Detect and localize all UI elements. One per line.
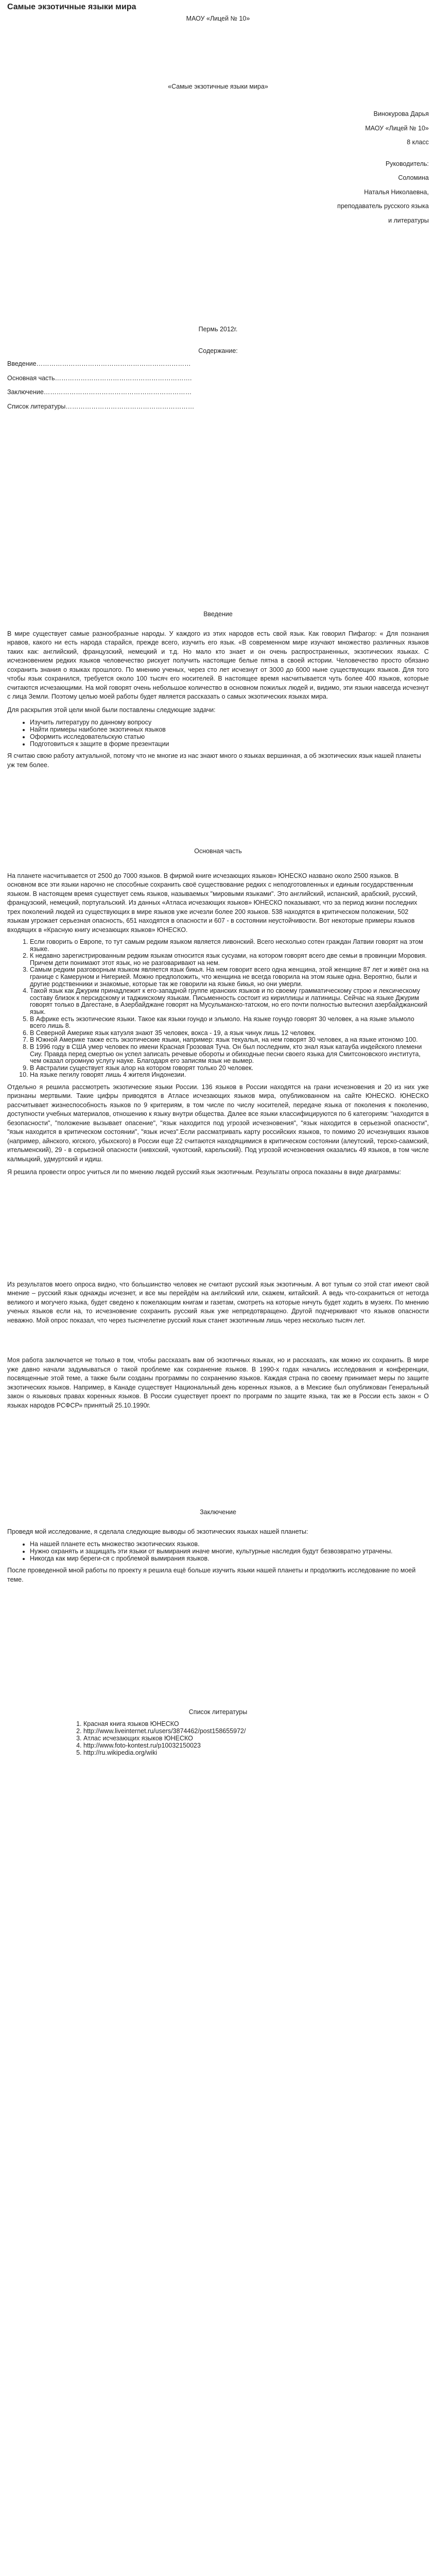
preservation-paragraph: Моя работа заключается не только в том, чтобы рассказать вам об экзотичных языках, но и рассказать, как можно их сохранить. В мире уже давно начали задумываться о такой проблеме как сохранение языков. В 1990-х годах начались исследования и конференции, посвященные этой теме, а также были созданы программы по сохранению языков. Каждая страна по своему принимает меры по защите экзотических языков. Например, в Канаде существует Национальный день коренных языков, а в Мексике был опубликован Генеральный закон о языковых правах коренных языков. В России существует проект по программ по защите языка, так же в России есть закон « О языках народов РСФСР» принятый 25.10.1990г.: [7, 1357, 429, 1409]
list-item: • Нужно охранять и защищать эти языки от вымирания иначе многие, культурные наследия будут безвозвратно утрачены.: [30, 1548, 429, 1555]
tasks-list: [7, 719, 429, 748]
author-block: [7, 110, 429, 147]
list-item: • Изучить литературу по данному вопросу: [30, 719, 429, 726]
intro-relevance: Я считаю свою работу актуальной, потому что не многие из нас знают много о языках вершинная, а об экзотических язык нашей планеты уж тем более.: [7, 752, 421, 769]
list-item: 1. Красная книга языков ЮНЕСКО: [83, 1720, 429, 1727]
facts-list: [7, 939, 429, 1079]
intro-heading: Введение: [203, 611, 233, 618]
list-item: • Найти примеры наиболее экзотичных языков: [30, 726, 429, 733]
author-grade: 8 класс: [407, 139, 429, 146]
supervisor-label: Руководитель:: [385, 160, 429, 167]
intro-tasks-lead: Для раскрытия этой цели мной были поставлены следующие задачи:: [7, 706, 216, 714]
supervisor-block: [7, 160, 429, 226]
work-title: «Самые экзотичные языки мира»: [168, 82, 268, 90]
supervisor-position: преподаватель русского языка: [337, 202, 429, 210]
list-item: • Оформить исследовательскую статью: [30, 733, 429, 740]
conclusion-paragraph: После проведенной мной работы по проекту я решила ещё больше изучить языки нашей планеты и продолжить исследование по моей теме.: [7, 1567, 416, 1583]
toc-item: Основная часть……………………………………………………….: [7, 374, 192, 382]
list-item: 8. В 1996 году в США умер человек по имени Красная Грозовая Туча. Он был последним, кто знал язык катауба индейского племени Сиу. Правда перед смертью он успел записать речевые обороты и обиходные песни своего языка для Смитсоновского института, чем оказал огромную услугу науке. Благодаря его записям язык не вымер.: [30, 1044, 429, 1065]
list-item: 4. http://www.foto-kontest.ru/p10032150023: [83, 1742, 429, 1749]
conclusion-list: [7, 1540, 429, 1562]
main-heading: Основная часть: [194, 848, 242, 855]
list-item: 6. В Северной Америке язык катуэля знают 35 человек, вокса - 19, а язык чинук лишь 12 человек.: [30, 1030, 429, 1037]
list-item: 2. К недавно зарегистрированным редким языкам относится язык сусуами, на котором говорят всего две семьи в провинции Моровия. Причем дети понимают этот язык, но не разговаривают на нем.: [30, 953, 429, 967]
russia-paragraph: Отдельно я решила рассмотреть экзотические языки России. 136 языков в России находятся на грани исчезновения и 20 из них уже признаны мертвыми. Такие цифры приводятся в Атласе исчезающих языков мира, опубликованном на сайте ЮНЕСКО. ЮНЕСКО рассчитывает жизнеспособность языков по 9 критериям, в том числе по числу носителей, передаче языка от поколения к поколению, доступности учебных материалов, отношению к языку внутри общества. Далее все языки классифицируются по 6 категориям: "находится в безопасности", "положение вызывает опасение", "язык находится под угрозой исчезновения", "язык находится в серьезной опасности", "язык находится в критическом состоянии", "язык исчез".Если рассматривать карту российских языков, то помимо 20 исчезнувших языков (например, айнского, югского, убыхского) в России еще 22 считаются находящимися в критическом состоянии (алеутский, терско-саамский, ительменский), 29 - в серьезной опасности (нивхский, чукотский, карельский). Под угрозой исчезновения оказались 49 языков, в том числе калмыцкий, удмуртский и идиш.: [7, 1083, 429, 1163]
conclusion-heading: Заключение: [200, 1509, 236, 1516]
city-year: Пермь 2012г.: [198, 326, 238, 333]
literature-list: [7, 1720, 429, 1756]
list-item: 3. Самым редким разговорным языком является язык бикья. На нем говорит всего одна женщина, этой женщине 87 лет и живёт она на границе с Камеруном и Нигерией. Можно предположить, что женщина не всегда говорила на этом языке одна. Вероятно, были и другие родственники и знакомые, которые так же говорили на языке бикья, но они умерли.: [30, 967, 429, 988]
survey-results-paragraph: Из результатов моего опроса видно, что большинство человек не считают русский язык экзотичным. А вот тупым со этой стат имеют свой мнение – русский язык однажды исчезнет, и все мы перейдём на английский или, скажем, китайский. А ведь что-сохраниться от нетогда великого и могучего языка, будет сведено к пожелающим книгам и газетам, смотреть на которые ничуть будет ходить в музеях. По мнению ученых языков если на, то исчезновение сохранить русский язык уже непредотвращено. Другой подчеркивают что языков опасности неважно. Мой опрос показал, что через тысячелетие русский язык станет экзотичным лишь через несколько тысяч лет.: [7, 1280, 429, 1324]
toc-item: Введение………………………………………………………………: [7, 360, 191, 367]
list-item: 3. Атлас исчезающих языков ЮНЕСКО: [83, 1735, 429, 1742]
list-item: • Подготовиться к защите в форме презентации: [30, 740, 429, 748]
school-name: МАОУ «Лицей № 10»: [186, 15, 250, 22]
survey-paragraph: Я решила провести опрос учиться ли по мнению людей русский язык экзотичным. Результаты опроса показаны в виде диаграммы:: [7, 1168, 402, 1176]
supervisor-surname: Соломина: [398, 174, 429, 181]
list-item: • На нашей планете есть множество экзотических языков.: [30, 1540, 429, 1548]
list-item: 5. http://ru.wikipedia.org/wiki: [83, 1749, 429, 1756]
list-item: 9. В Австралии существует язык алор на котором говорят только 20 человек.: [30, 1065, 429, 1072]
author-school: МАОУ «Лицей № 10»: [365, 124, 429, 132]
main-paragraph: На планете насчитывается от 2500 до 7000 языков. В фирмой книге исчезающих языков» ЮНЕСКО названо около 2500 языков. В основном все эти языки нарочно не способные сохранить своё существование редких с неподготовленных и единым государственным языком. В настоящем время существует семь языков, называемых "мировыми языками". Это английский, испанский, арабский, русский, французский, немецкий, португальский. Из данных «Атласа исчезающих языков» ЮНЕСКО показывают, что за период жизни последних трех поколений людей из существующих в мире языков уже исчезли более 200 языков. 538 находятся в критическом положении, 502 языкам угрожает серьезная опасность, 651 находятся в опасности и 607 - в состоянии неустойчивости. Вот некоторые примеры языков входящих в «Красную книгу исчезающих языков» ЮНЕСКО.: [7, 872, 417, 934]
conclusion-lead: Проведя мой исследование, я сделала следующие выводы об экзотических языках нашей планеты:: [7, 1528, 308, 1535]
intro-paragraph: В мире существует самые разнообразные народы. У каждого из этих народов есть свой язык. Как говорил Пифагор: « Для познания нравов, какого ни есть народа старайся, прежде всего, изучить его язык. «В современном мире изучают множество различных языков таких как: английский, французский, немецкий и т.д. Но мало кто знает и он очень распространенных, экзотических языках. С исчезновением редких языков человечество рискует получить настоящие белые пятна в своей истории. Человечество просто обязано сохранить знания о языках прошлого. По мнению ученых, через сто лет исчезнут от 3000 до 6000 ныне существующих языков. Для того чтобы язык сохранился, требуется около 100 тысяч его носителей. В настоящее время насчитывается чуть более 400 языков, которые считаются исчезающими. На мой говорят очень небольшое количество в основном пожилых людей и, видимо, эти языки навсегда исчезнут с лица Земли. Поэтому целью моей работы будет является рассказать о самых экзотических языках мира.: [7, 630, 429, 700]
supervisor-position-cont: и литературы: [388, 216, 429, 224]
list-item: 5. В Африке есть экзотические языки. Такое как языки гоундо и эльмоло. На языке гоундо говорят 30 человек, а на языке эльмоло всего лишь 8.: [30, 1016, 429, 1030]
list-item: 1. Если говорить о Европе, то тут самым редким языком является ливонский. Всего несколько сотен граждан Латвии говорят на этом языке.: [30, 939, 429, 953]
list-item: 7. В Южной Америке также есть экзотические языки, например: язык текуалья, на нем говорят 30 человек, а на языке итономо 100.: [30, 1037, 429, 1044]
table-of-contents: [7, 360, 429, 411]
list-item: 2. http://www.liveinternet.ru/users/3874462/post158655972/: [83, 1727, 429, 1735]
literature-heading: Список литературы: [188, 1708, 248, 1716]
toc-item: Список литературы……………………………………………………: [7, 402, 195, 410]
supervisor-name: Наталья Николаевна,: [364, 188, 429, 196]
list-item: 4. Такой язык как Джурим принадлежит к его-западной группе иранских языков и по своему грамматическому строю и лексическому составу близок к персидскому и таджикскому языкам. Письменность состоит из кириллицы и латиницы. Сейчас на языке Джурим говорят только в Дагестане, в Азербайджане говорят на Мусульманско-татском, но его почти полностью вытеснил азербайджанский язык.: [30, 988, 429, 1015]
author-name: Винокурова Дарья: [373, 110, 429, 117]
list-item: 10. На языке пегилу говорят лишь 4 жителя Индонезии.: [30, 1072, 429, 1079]
contents-heading: Содержание:: [198, 347, 238, 354]
page-title: Самые экзотичные языки мира: [7, 3, 136, 11]
list-item: • Никогда как мир береги-ся с проблемой вымирания языков.: [30, 1555, 429, 1562]
toc-item: Заключение……………………………………………………………: [7, 388, 192, 396]
